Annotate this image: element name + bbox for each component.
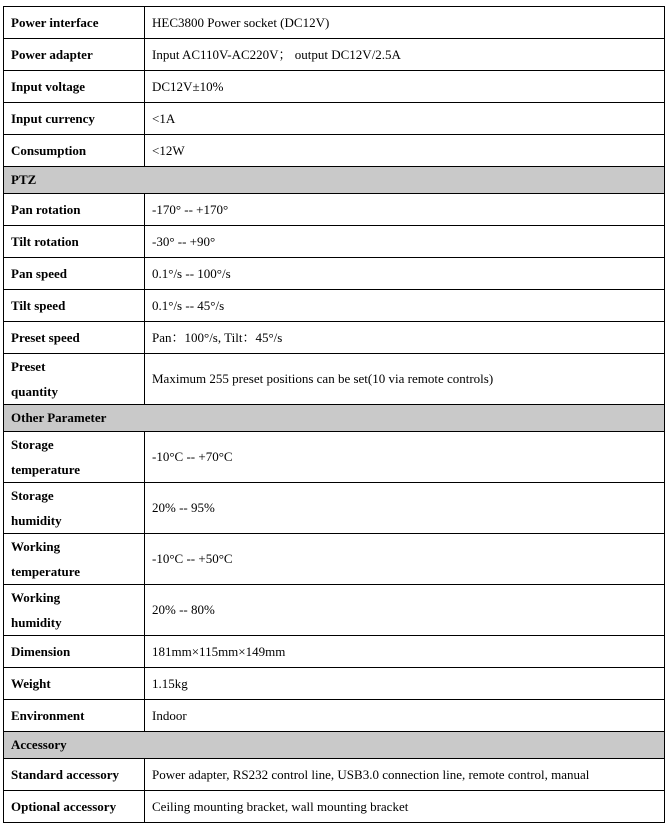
spec-value: <12W bbox=[145, 135, 665, 167]
spec-row-power-adapter bbox=[4, 39, 665, 71]
spec-row-input-currency bbox=[4, 103, 665, 135]
spec-label-line: humidity bbox=[11, 513, 62, 528]
spec-label: Optional accessory bbox=[4, 791, 145, 823]
spec-label-line: Storage bbox=[11, 488, 54, 503]
spec-label bbox=[4, 354, 145, 405]
spec-value: 0.1°/s -- 100°/s bbox=[145, 258, 665, 290]
spec-row-tilt-rotation bbox=[4, 226, 665, 258]
spec-label: Pan rotation bbox=[4, 194, 145, 226]
spec-value: Ceiling mounting bracket, wall mounting bracket bbox=[145, 791, 665, 823]
spec-value: -170° -- +170° bbox=[145, 194, 665, 226]
spec-row-consumption bbox=[4, 135, 665, 167]
spec-value: Indoor bbox=[145, 700, 665, 732]
spec-label: Standard accessory bbox=[4, 759, 145, 791]
spec-value: -10°C -- +50°C bbox=[145, 534, 665, 585]
spec-row-input-voltage bbox=[4, 71, 665, 103]
spec-row-environment bbox=[4, 700, 665, 732]
spec-label: Input currency bbox=[4, 103, 145, 135]
spec-value: 181mm×115mm×149mm bbox=[145, 636, 665, 668]
spec-label bbox=[4, 432, 145, 483]
spec-label-line: Working bbox=[11, 539, 61, 554]
spec-label: Power interface bbox=[4, 7, 145, 39]
spec-label: Tilt speed bbox=[4, 290, 145, 322]
spec-value: -30° -- +90° bbox=[145, 226, 665, 258]
spec-label: Environment bbox=[4, 700, 145, 732]
spec-label: Weight bbox=[4, 668, 145, 700]
spec-label-line: temperature bbox=[11, 462, 81, 477]
spec-label bbox=[4, 483, 145, 534]
section-title: Accessory bbox=[4, 732, 665, 759]
spec-label-line: quantity bbox=[11, 384, 58, 399]
spec-row-working-temperature bbox=[4, 534, 665, 585]
spec-row-weight bbox=[4, 668, 665, 700]
spec-row-preset-speed bbox=[4, 322, 665, 354]
spec-label: Tilt rotation bbox=[4, 226, 145, 258]
spec-value: 1.15kg bbox=[145, 668, 665, 700]
spec-row-tilt-speed bbox=[4, 290, 665, 322]
spec-label-line: temperature bbox=[11, 564, 81, 579]
spec-value: Pan：100°/s, Tilt：45°/s bbox=[145, 322, 665, 354]
spec-value: 0.1°/s -- 45°/s bbox=[145, 290, 665, 322]
spec-label: Consumption bbox=[4, 135, 145, 167]
spec-value: Power adapter, RS232 control line, USB3.0 connection line, remote control, manual bbox=[145, 759, 665, 791]
spec-label-line: humidity bbox=[11, 615, 62, 630]
spec-row-standard-accessory bbox=[4, 759, 665, 791]
spec-row-storage-humidity bbox=[4, 483, 665, 534]
spec-label-line: Preset bbox=[11, 359, 46, 374]
spec-value: <1A bbox=[145, 103, 665, 135]
spec-row-preset-quantity bbox=[4, 354, 665, 405]
spec-row-pan-speed bbox=[4, 258, 665, 290]
spec-value: 20% -- 95% bbox=[145, 483, 665, 534]
spec-label bbox=[4, 534, 145, 585]
spec-row-optional-accessory bbox=[4, 791, 665, 823]
spec-row-storage-temperature bbox=[4, 432, 665, 483]
spec-row-power-interface bbox=[4, 7, 665, 39]
specification-table bbox=[3, 6, 665, 823]
spec-label bbox=[4, 585, 145, 636]
spec-label: Input voltage bbox=[4, 71, 145, 103]
spec-row-working-humidity bbox=[4, 585, 665, 636]
spec-value: -10°C -- +70°C bbox=[145, 432, 665, 483]
section-header-accessory bbox=[4, 732, 665, 759]
spec-value: 20% -- 80% bbox=[145, 585, 665, 636]
spec-row-pan-rotation bbox=[4, 194, 665, 226]
spec-value: Maximum 255 preset positions can be set(10 via remote controls) bbox=[145, 354, 665, 405]
section-header-other-parameter bbox=[4, 405, 665, 432]
spec-label: Pan speed bbox=[4, 258, 145, 290]
spec-label-line: Working bbox=[11, 590, 61, 605]
spec-label: Power adapter bbox=[4, 39, 145, 71]
spec-label: Dimension bbox=[4, 636, 145, 668]
spec-value: Input AC110V-AC220V； output DC12V/2.5A bbox=[145, 39, 665, 71]
section-title: Other Parameter bbox=[4, 405, 665, 432]
section-header-ptz bbox=[4, 167, 665, 194]
spec-value: HEC3800 Power socket (DC12V) bbox=[145, 7, 665, 39]
spec-label-line: Storage bbox=[11, 437, 54, 452]
spec-label: Preset speed bbox=[4, 322, 145, 354]
spec-value: DC12V±10% bbox=[145, 71, 665, 103]
spec-row-dimension bbox=[4, 636, 665, 668]
section-title: PTZ bbox=[4, 167, 665, 194]
